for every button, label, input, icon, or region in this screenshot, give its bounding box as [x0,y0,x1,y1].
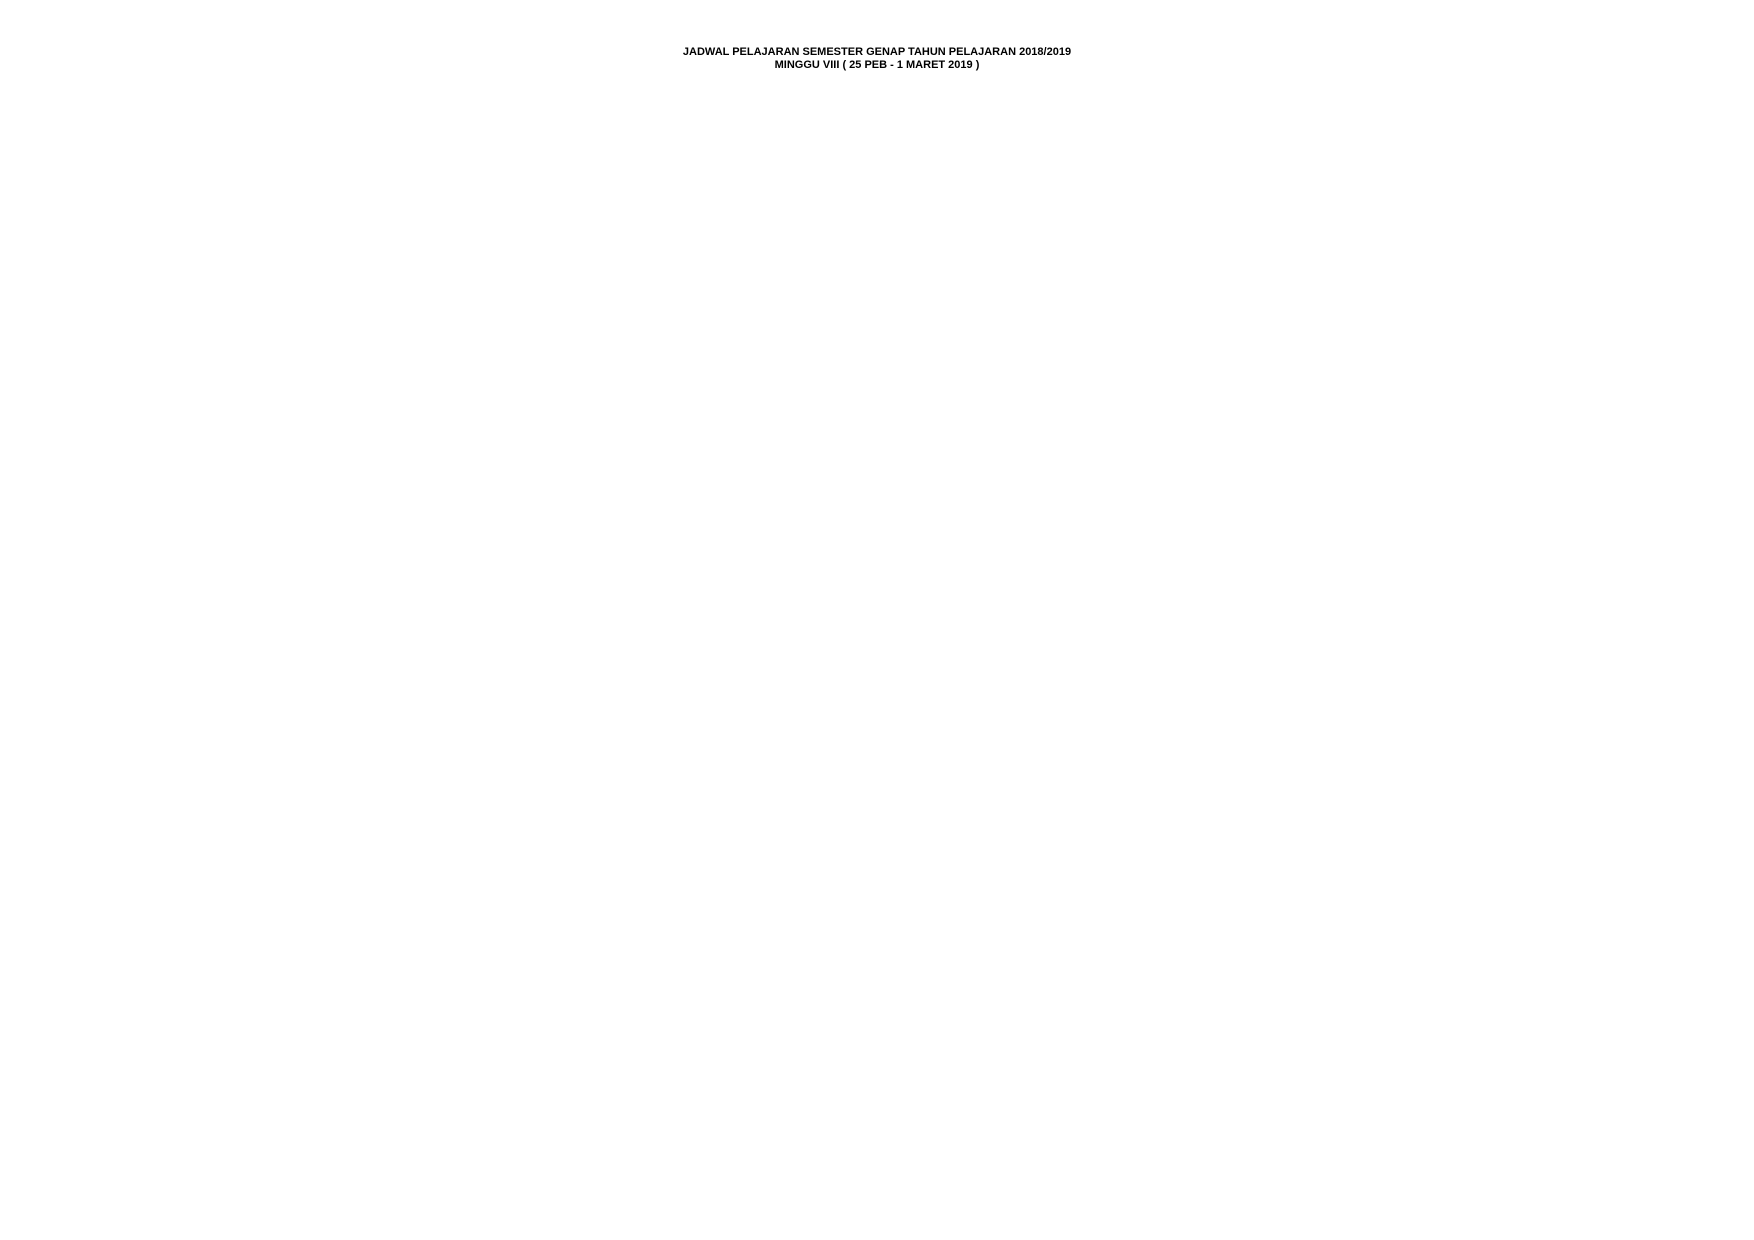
page-subtitle: MINGGU VIII ( 25 PEB - 1 MARET 2019 ) [774,59,980,71]
page-title: JADWAL PELAJARAN SEMESTER GENAP TAHUN PELAJARAN 2018/2019 [682,46,1072,58]
